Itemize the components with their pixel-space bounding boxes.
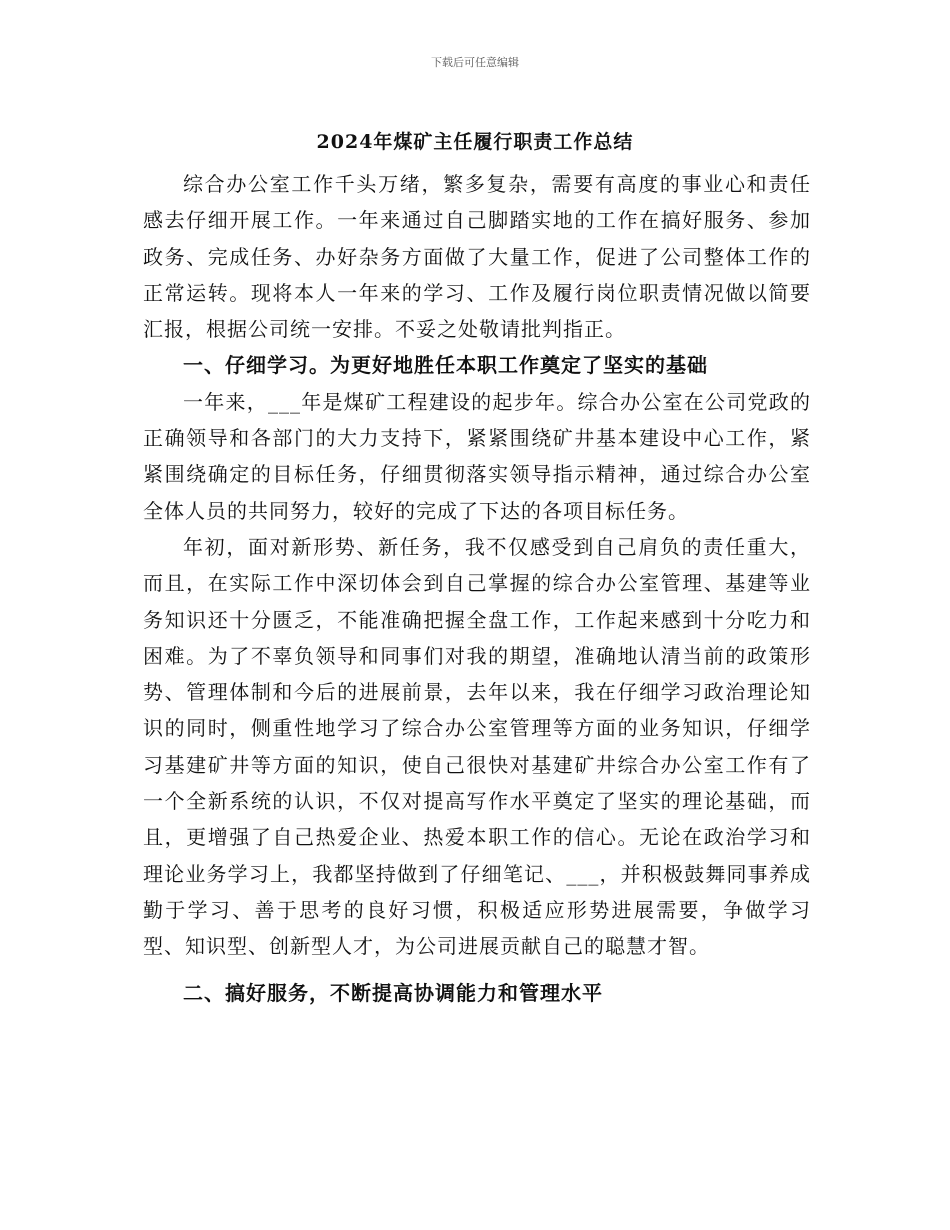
document-body (143, 166, 811, 1011)
paragraph-section-1-b: 年初，面对新形势、新任务，我不仅感受到自己肩负的责任重大，而且，在实际工作中深切体会到自己掌握的综合办公室管理、基建等业务知识还十分匮乏，不能准确把握全盘工作，工作起来感到十分吃力和困难。为了不辜负领导和同事们对我的期望，准确地认清当前的政策形势、管理体制和今后的进展前景，去年以来，我在仔细学习政治理论知识的同时，侧重性地学习了综合办公室管理等方面的业务知识，仔细学习基建矿井等方面的知识，使自己很快对基建矿井综合办公室工作有了一个全新系统的认识，不仅对提高写作水平奠定了坚实的理论基础，而且，更增强了自己热爱企业、热爱本职工作的信心。无论在政治学习和理论业务学习上，我都坚持做到了仔细笔记、___，并积极鼓舞同事养成勤于学习、善于思考的良好习惯，积极适应形势进展需要，争做学习型、知识型、创新型人才，为公司进展贡献自己的聪慧才智。 (143, 534, 811, 959)
paragraph-intro: 综合办公室工作千头万绪，繁多复杂，需要有高度的事业心和责任感去仔细开展工作。一年来通过自己脚踏实地的工作在搞好服务、参加政务、完成任务、办好杂务方面做了大量工作，促进了公司整体工作的正常运转。现将本人一年来的学习、工作及履行岗位职责情况做以简要汇报，根据公司统一安排。不妥之处敬请批判指正。 (143, 172, 811, 342)
section-heading-2: 二、搞好服务，不断提高协调能力和管理水平 (183, 980, 603, 1005)
document-title: 2024年煤矿主任履行职责工作总结 (316, 131, 634, 153)
header-note: 下载后可任意编辑 (431, 56, 519, 69)
section-heading-1: 一、仔细学习。为更好地胜任本职工作奠定了坚实的基础 (183, 353, 708, 378)
paragraph-section-1-a: 一年来，___年是煤矿工程建设的起步年。综合办公室在公司党政的正确领导和各部门的大力支持下，紧紧围绕矿井基本建设中心工作，紧紧围绕确定的目标任务，仔细贯彻落实领导指示精神，通过综合办公室全体人员的共同努力，较好的完成了下达的各项目标任务。 (143, 389, 811, 523)
